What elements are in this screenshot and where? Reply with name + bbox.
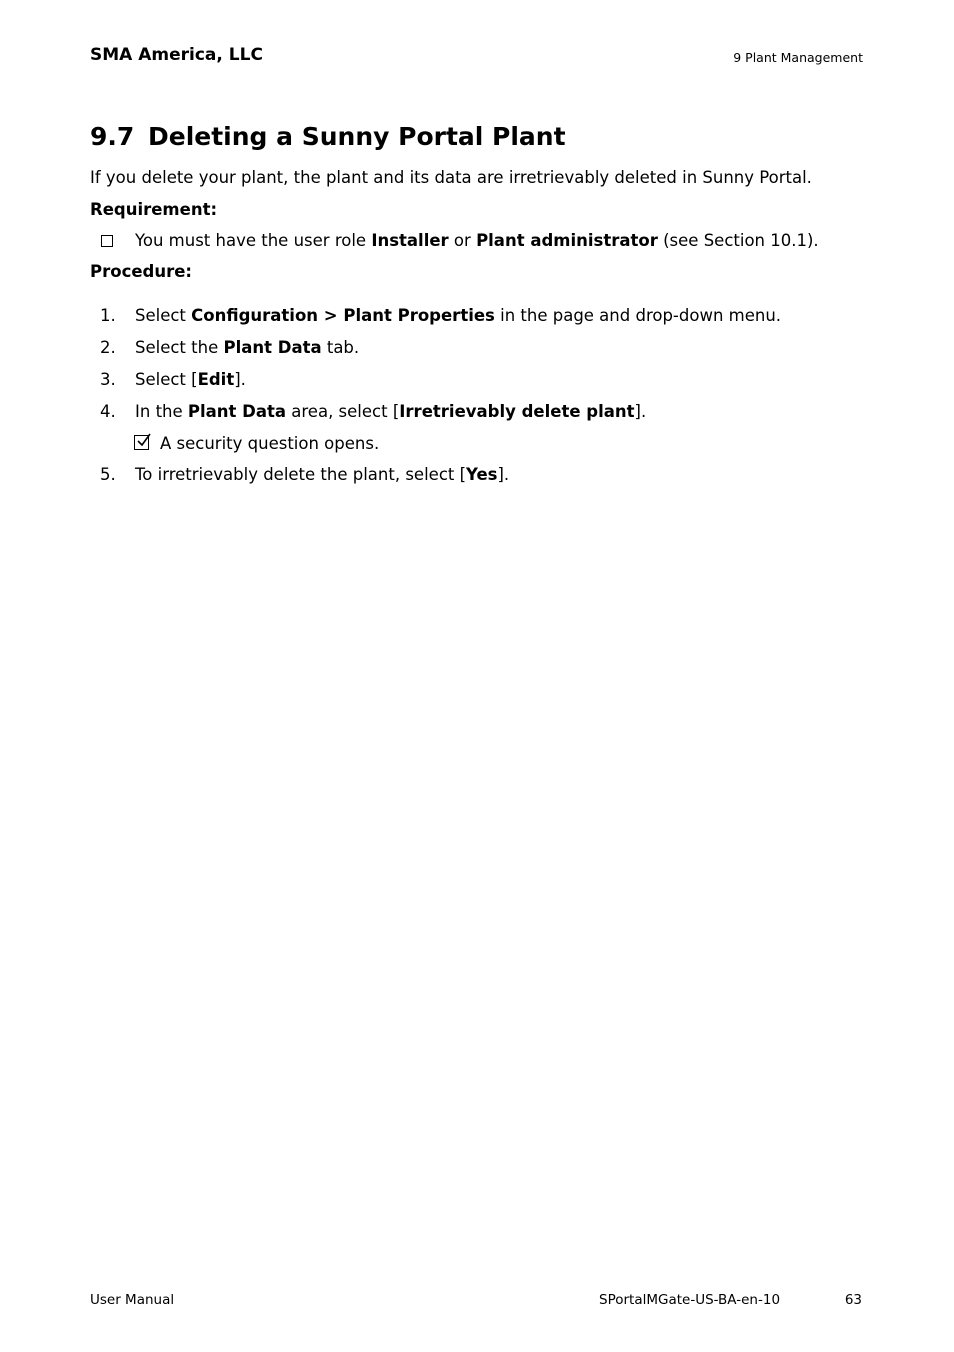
step-number: 3. xyxy=(100,370,116,389)
step-2-text-a: Select the xyxy=(135,338,224,357)
footer-doc-id: SPortalMGate-US-BA-en-10 xyxy=(599,1292,781,1308)
step-5-bold: Yes xyxy=(466,465,498,484)
step-number: 1. xyxy=(100,306,116,325)
checkmark-icon xyxy=(134,435,149,450)
step-text xyxy=(135,402,646,421)
req-bold-admin: Plant administrator xyxy=(476,231,658,250)
header-chapter: 9 Plant Management xyxy=(733,50,863,65)
req-text-2: or xyxy=(448,231,477,250)
req-text-3: (see Section 10.1). xyxy=(657,231,819,250)
step-2-bold: Plant Data xyxy=(223,338,322,357)
step-1-bold: Configuration > Plant Properties xyxy=(191,306,495,325)
step-4-text-a: In the xyxy=(135,402,188,421)
step-3-text-a: Select [ xyxy=(135,370,198,389)
step-text xyxy=(135,338,359,357)
step-number: 4. xyxy=(100,402,116,421)
step-number: 2. xyxy=(100,338,116,357)
section-number: 9.7 xyxy=(90,122,135,151)
procedure-label: Procedure: xyxy=(90,262,193,281)
step-4-bold-a: Plant Data xyxy=(187,402,287,421)
step-5-text-b: ]. xyxy=(497,465,510,484)
header-company: SMA America, LLC xyxy=(90,45,263,65)
step-1-text-a: Select xyxy=(135,306,192,325)
step-3-text-b: ]. xyxy=(234,370,246,389)
step-4-text-c: ]. xyxy=(634,402,647,421)
step-5-text-a: To irretrievably delete the plant, select [ xyxy=(135,465,467,484)
req-text-1: You must have the user role xyxy=(135,231,372,250)
step-1-text-b: in the page and drop-down menu. xyxy=(494,306,782,325)
requirement-text xyxy=(135,231,819,250)
step-number: 5. xyxy=(100,465,116,484)
step-2-text-b: tab. xyxy=(321,338,360,357)
req-bold-installer: Installer xyxy=(371,231,449,250)
intro-paragraph: If you delete your plant, the plant and its data are irretrievably deleted in Sunny Portal. xyxy=(90,168,812,187)
step-4-bold-b: Irretrievably delete plant xyxy=(399,402,635,421)
section-title-text: Deleting a Sunny Portal Plant xyxy=(148,122,566,151)
step-3-bold: Edit xyxy=(197,370,235,389)
step-4-text-b: area, select [ xyxy=(286,402,400,421)
page-number: 63 xyxy=(844,1292,862,1308)
requirement-label: Requirement: xyxy=(90,200,218,219)
step-text xyxy=(135,465,509,484)
step-text xyxy=(135,306,781,325)
step-text xyxy=(135,370,246,389)
section-title xyxy=(90,122,566,151)
step-result: A security question opens. xyxy=(160,434,380,453)
footer-left: User Manual xyxy=(90,1292,175,1308)
checkbox-icon xyxy=(101,235,113,247)
